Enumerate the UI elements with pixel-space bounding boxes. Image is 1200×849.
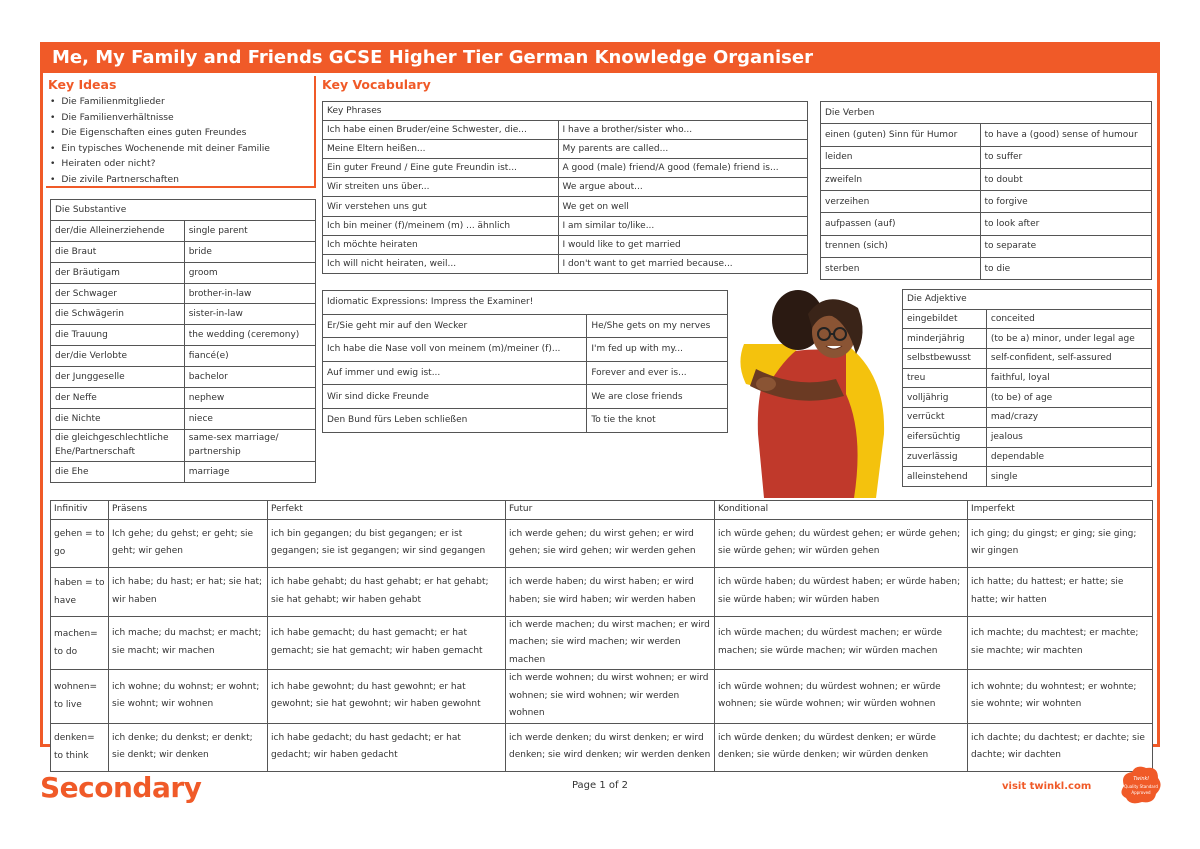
translation-cell: (to be a) minor, under legal age — [986, 329, 1151, 349]
term-cell: der/die Verlobte — [51, 346, 185, 367]
table-row — [821, 168, 1152, 190]
conjugation-cell: ich habe; du hast; er hat; sie hat; wir haben — [109, 568, 268, 617]
conjugation-cell: ich würde wohnen; du würdest wohnen; er würde wohnen; sie würde wohnen; wir würden wohnen — [715, 670, 968, 724]
key-phrases-table — [322, 101, 808, 274]
conjugation-cell: ich würde haben; du würdest haben; er würde haben; sie würde haben; wir würden haben — [715, 568, 968, 617]
translation-cell: conceited — [986, 309, 1151, 329]
term-cell: leiden — [821, 146, 981, 168]
table-row — [323, 121, 808, 140]
tense-header: Konditional — [715, 501, 968, 520]
conjugation-cell: ich dachte; du dachtest; er dachte; sie dachte; wir dachten — [968, 723, 1153, 772]
key-idea-item: • Heiraten oder nicht? — [50, 156, 270, 172]
table-row — [821, 213, 1152, 235]
translation-cell: same-sex marriage/ partnership — [184, 429, 315, 461]
term-cell: Wir verstehen uns gut — [323, 197, 559, 216]
translation-cell: single — [986, 467, 1151, 487]
table-row — [323, 197, 808, 216]
term-cell: Ich will nicht heiraten, weil... — [323, 254, 559, 273]
term-cell: die Trauung — [51, 325, 185, 346]
infinitive-cell: haben = to have — [51, 568, 109, 617]
translation-cell: groom — [184, 262, 315, 283]
translation-cell: to look after — [980, 213, 1151, 235]
term-cell: verzeihen — [821, 191, 981, 213]
tense-header: Infinitiv — [51, 501, 109, 520]
conjugation-cell: ich denke; du denkst; er denkt; sie denkt; wir denken — [109, 723, 268, 772]
translation-cell: to doubt — [980, 168, 1151, 190]
translation-cell: to die — [980, 258, 1151, 280]
conjugation-cell: ich habe gehabt; du hast gehabt; er hat gehabt; sie hat gehabt; wir haben gehabt — [268, 568, 506, 617]
translation-cell: (to be) of age — [986, 388, 1151, 408]
infinitive-cell: machen= to do — [51, 616, 109, 670]
table-row — [903, 467, 1152, 487]
term-cell: selbstbewusst — [903, 349, 987, 369]
translation-cell: A good (male) friend/A good (female) friend is... — [558, 159, 808, 178]
conjugation-cell: ich ging; du gingst; er ging; sie ging; wir gingen — [968, 519, 1153, 568]
translation-cell: bride — [184, 241, 315, 262]
conjugation-table — [50, 500, 1153, 772]
term-cell: Er/Sie geht mir auf den Wecker — [323, 314, 587, 338]
conjugation-row — [51, 616, 1153, 670]
translation-cell: single parent — [184, 220, 315, 241]
tense-header: Präsens — [109, 501, 268, 520]
table-row — [51, 241, 316, 262]
translation-cell: to have a (good) sense of humour — [980, 124, 1151, 146]
table-row — [821, 191, 1152, 213]
term-cell: sterben — [821, 258, 981, 280]
term-cell: Wir streiten uns über... — [323, 178, 559, 197]
translation-cell: to suffer — [980, 146, 1151, 168]
table-row — [51, 220, 316, 241]
conjugation-cell: ich würde gehen; du würdest gehen; er würde gehen; sie würde gehen; wir würden gehen — [715, 519, 968, 568]
key-idea-item: • Die Familienverhältnisse — [50, 110, 270, 126]
term-cell: zweifeln — [821, 168, 981, 190]
term-cell: die Ehe — [51, 461, 185, 482]
term-cell: die Schwägerin — [51, 304, 185, 325]
key-idea-item: • Die zivile Partnerschaften — [50, 172, 270, 188]
conjugation-cell: ich würde denken; du würdest denken; er würde denken; sie würde denken; wir würden denken — [715, 723, 968, 772]
term-cell: Ein guter Freund / Eine gute Freundin ist... — [323, 159, 559, 178]
translation-cell: the wedding (ceremony) — [184, 325, 315, 346]
translation-cell: dependable — [986, 447, 1151, 467]
key-ideas-box — [46, 76, 316, 188]
translation-cell: to separate — [980, 235, 1151, 257]
translation-cell: Forever and ever is... — [587, 361, 728, 385]
table-header-row — [51, 200, 316, 221]
tense-header: Perfekt — [268, 501, 506, 520]
term-cell: die Nichte — [51, 408, 185, 429]
translation-cell: self-confident, self-assured — [986, 349, 1151, 369]
table-row — [903, 309, 1152, 329]
table-heading: Die Verben — [821, 102, 1152, 124]
term-cell: Ich habe die Nase voll von meinem (m)/meiner (f)... — [323, 338, 587, 362]
term-cell: Auf immer und ewig ist... — [323, 361, 587, 385]
conjugation-row — [51, 670, 1153, 724]
table-row — [903, 408, 1152, 428]
translation-cell: I don't want to get married because... — [558, 254, 808, 273]
key-ideas-heading: Key Ideas — [48, 77, 117, 92]
translation-cell: faithful, loyal — [986, 368, 1151, 388]
visit-link[interactable]: visit twinkl.com — [1002, 781, 1092, 792]
translation-cell: jealous — [986, 427, 1151, 447]
table-row — [51, 408, 316, 429]
table-heading: Idiomatic Expressions: Impress the Examiner! — [323, 291, 728, 315]
translation-cell: We get on well — [558, 197, 808, 216]
table-row — [51, 346, 316, 367]
key-vocabulary-heading: Key Vocabulary — [322, 77, 431, 92]
substantive-table — [50, 199, 316, 483]
table-row — [323, 254, 808, 273]
translation-cell: to forgive — [980, 191, 1151, 213]
table-header-row — [903, 290, 1152, 310]
table-row — [51, 367, 316, 388]
table-heading: Die Substantive — [51, 200, 316, 221]
table-row — [903, 349, 1152, 369]
table-header-row — [323, 102, 808, 121]
conjugation-row — [51, 568, 1153, 617]
term-cell: zuverlässig — [903, 447, 987, 467]
key-idea-item: • Die Familienmitglieder — [50, 94, 270, 110]
conjugation-cell: ich habe gedacht; du hast gedacht; er hat gedacht; wir haben gedacht — [268, 723, 506, 772]
term-cell: treu — [903, 368, 987, 388]
conjugation-cell: Ich gehe; du gehst; er geht; sie geht; wir gehen — [109, 519, 268, 568]
table-row — [51, 283, 316, 304]
table-row — [323, 216, 808, 235]
conjugation-cell: ich mache; du machst; er macht; sie macht; wir machen — [109, 616, 268, 670]
table-row — [51, 325, 316, 346]
term-cell: Ich bin meiner (f)/meinem (m) ... ähnlich — [323, 216, 559, 235]
term-cell: eifersüchtig — [903, 427, 987, 447]
conjugation-cell: ich würde machen; du würdest machen; er würde machen; sie würde machen; wir würden machen — [715, 616, 968, 670]
badge-line-2: Quality Standard — [1124, 784, 1158, 789]
adjektive-table — [902, 289, 1152, 487]
table-row — [821, 146, 1152, 168]
infinitive-cell: denken= to think — [51, 723, 109, 772]
tense-header: Imperfekt — [968, 501, 1153, 520]
term-cell: der Junggeselle — [51, 367, 185, 388]
table-row — [51, 429, 316, 461]
table-row — [323, 338, 728, 362]
conjugation-header-row — [51, 501, 1153, 520]
tense-header: Futur — [506, 501, 715, 520]
term-cell: der Bräutigam — [51, 262, 185, 283]
secondary-logo: Secondary — [40, 771, 202, 804]
key-idea-item: • Die Eigenschaften eines guten Freundes — [50, 125, 270, 141]
translation-cell: brother-in-law — [184, 283, 315, 304]
translation-cell: I am similar to/like... — [558, 216, 808, 235]
table-row — [903, 388, 1152, 408]
table-header-row — [323, 291, 728, 315]
table-row — [51, 304, 316, 325]
table-row — [821, 124, 1152, 146]
conjugation-row — [51, 723, 1153, 772]
quality-standard-badge-icon — [1118, 764, 1164, 806]
key-ideas-list — [50, 94, 270, 188]
table-row — [323, 385, 728, 409]
term-cell: Meine Eltern heißen... — [323, 140, 559, 159]
conjugation-cell: ich werde machen; du wirst machen; er wird machen; sie wird machen; wir werden machen — [506, 616, 715, 670]
table-heading: Die Adjektive — [903, 290, 1152, 310]
term-cell: trennen (sich) — [821, 235, 981, 257]
term-cell: Den Bund fürs Leben schließen — [323, 408, 587, 432]
term-cell: minderjährig — [903, 329, 987, 349]
translation-cell: mad/crazy — [986, 408, 1151, 428]
table-row — [323, 178, 808, 197]
table-row — [323, 140, 808, 159]
translation-cell: fiancé(e) — [184, 346, 315, 367]
term-cell: der/die Alleinerziehende — [51, 220, 185, 241]
translation-cell: sister-in-law — [184, 304, 315, 325]
term-cell: verrückt — [903, 408, 987, 428]
key-idea-item: • Ein typisches Wochenende mit deiner Familie — [50, 141, 270, 157]
term-cell: alleinstehend — [903, 467, 987, 487]
translation-cell: bachelor — [184, 367, 315, 388]
table-row — [51, 388, 316, 409]
term-cell: die Braut — [51, 241, 185, 262]
term-cell: Ich habe einen Bruder/eine Schwester, die... — [323, 121, 559, 140]
table-row — [51, 461, 316, 482]
table-row — [903, 329, 1152, 349]
table-row — [323, 361, 728, 385]
badge-line-1: Twinkl — [1133, 776, 1149, 782]
conjugation-cell: ich werde denken; du wirst denken; er wird denken; sie wird denken; wir werden denken — [506, 723, 715, 772]
translation-cell: niece — [184, 408, 315, 429]
conjugation-cell: ich habe gewohnt; du hast gewohnt; er hat gewohnt; sie hat gewohnt; wir haben gewohnt — [268, 670, 506, 724]
hugging-couple-illustration — [736, 284, 892, 498]
table-row — [323, 159, 808, 178]
conjugation-cell: ich bin gegangen; du bist gegangen; er ist gegangen; sie ist gegangen; wir sind gegangen — [268, 519, 506, 568]
infinitive-cell: wohnen= to live — [51, 670, 109, 724]
term-cell: einen (guten) Sinn für Humor — [821, 124, 981, 146]
table-row — [903, 427, 1152, 447]
conjugation-cell: ich werde haben; du wirst haben; er wird haben; sie wird haben; wir werden haben — [506, 568, 715, 617]
table-row — [903, 447, 1152, 467]
conjugation-cell: ich habe gemacht; du hast gemacht; er hat gemacht; sie hat gemacht; wir haben gemacht — [268, 616, 506, 670]
term-cell: aufpassen (auf) — [821, 213, 981, 235]
conjugation-cell: ich wohne; du wohnst; er wohnt; sie wohnt; wir wohnen — [109, 670, 268, 724]
table-header-row — [821, 102, 1152, 124]
term-cell: die gleichgeschlechtliche Ehe/Partnerschaft — [51, 429, 185, 461]
conjugation-cell: ich werde wohnen; du wirst wohnen; er wird wohnen; sie wird wohnen; wir werden wohnen — [506, 670, 715, 724]
table-row — [903, 368, 1152, 388]
conjugation-cell: ich hatte; du hattest; er hatte; sie hatte; wir hatten — [968, 568, 1153, 617]
verben-table — [820, 101, 1152, 280]
translation-cell: marriage — [184, 461, 315, 482]
term-cell: Ich möchte heiraten — [323, 235, 559, 254]
idioms-table — [322, 290, 728, 433]
page-title: Me, My Family and Friends GCSE Higher Tier German Knowledge Organiser — [40, 42, 1160, 73]
conjugation-cell: ich wohnte; du wohntest; er wohnte; sie wohnte; wir wohnten — [968, 670, 1153, 724]
badge-line-3: Approved — [1131, 790, 1151, 795]
term-cell: volljährig — [903, 388, 987, 408]
conjugation-cell: ich machte; du machtest; er machte; sie machte; wir machten — [968, 616, 1153, 670]
infinitive-cell: gehen = to go — [51, 519, 109, 568]
term-cell: Wir sind dicke Freunde — [323, 385, 587, 409]
table-row — [51, 262, 316, 283]
table-row — [323, 235, 808, 254]
translation-cell: nephew — [184, 388, 315, 409]
table-row — [323, 314, 728, 338]
page-number: Page 1 of 2 — [571, 780, 629, 791]
translation-cell: I'm fed up with my... — [587, 338, 728, 362]
term-cell: der Neffe — [51, 388, 185, 409]
table-heading: Key Phrases — [323, 102, 808, 121]
table-row — [323, 408, 728, 432]
translation-cell: To tie the knot — [587, 408, 728, 432]
translation-cell: I have a brother/sister who... — [558, 121, 808, 140]
translation-cell: My parents are called... — [558, 140, 808, 159]
translation-cell: We are close friends — [587, 385, 728, 409]
term-cell: eingebildet — [903, 309, 987, 329]
translation-cell: We argue about... — [558, 178, 808, 197]
table-row — [821, 235, 1152, 257]
translation-cell: He/She gets on my nerves — [587, 314, 728, 338]
table-row — [821, 258, 1152, 280]
translation-cell: I would like to get married — [558, 235, 808, 254]
term-cell: der Schwager — [51, 283, 185, 304]
conjugation-cell: ich werde gehen; du wirst gehen; er wird gehen; sie wird gehen; wir werden gehen — [506, 519, 715, 568]
conjugation-row — [51, 519, 1153, 568]
